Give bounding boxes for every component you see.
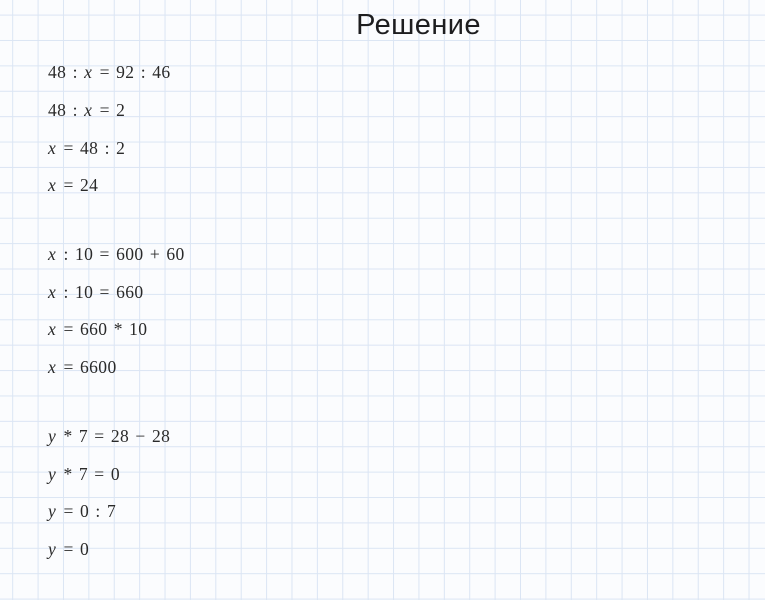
equation-line: x = 24 <box>48 175 99 196</box>
math-variable: x <box>48 281 57 302</box>
math-variable: x <box>48 319 57 340</box>
math-variable: x <box>84 62 93 83</box>
equation-line: x = 48 : 2 <box>48 137 126 158</box>
page-title: Решение <box>356 9 481 41</box>
equation-line: y = 0 : 7 <box>48 501 117 522</box>
math-variable: y <box>48 501 57 522</box>
solution-block <box>48 418 765 569</box>
math-variable: y <box>48 425 57 446</box>
solution-block <box>48 54 765 205</box>
equation-line: x : 10 = 600 + 60 <box>48 244 185 265</box>
math-variable: y <box>48 463 57 484</box>
equation-line: y * 7 = 0 <box>48 463 120 484</box>
equation-line: 48 : x = 92 : 46 <box>48 62 171 83</box>
equation-line: x = 6600 <box>48 357 117 378</box>
math-variable: x <box>48 175 57 196</box>
equation-line: y = 0 <box>48 538 90 559</box>
math-variable: x <box>48 357 57 378</box>
equation-line: x = 660 * 10 <box>48 319 148 340</box>
math-variable: x <box>48 137 57 158</box>
math-variable: y <box>48 538 57 559</box>
solution-blocks <box>48 54 765 568</box>
equation-line: x : 10 = 660 <box>48 281 144 302</box>
equation-line: y * 7 = 28 − 28 <box>48 425 171 446</box>
solution-block <box>48 236 765 387</box>
math-variable: x <box>84 100 93 121</box>
math-variable: x <box>48 244 57 265</box>
equation-line: 48 : x = 2 <box>48 100 126 121</box>
